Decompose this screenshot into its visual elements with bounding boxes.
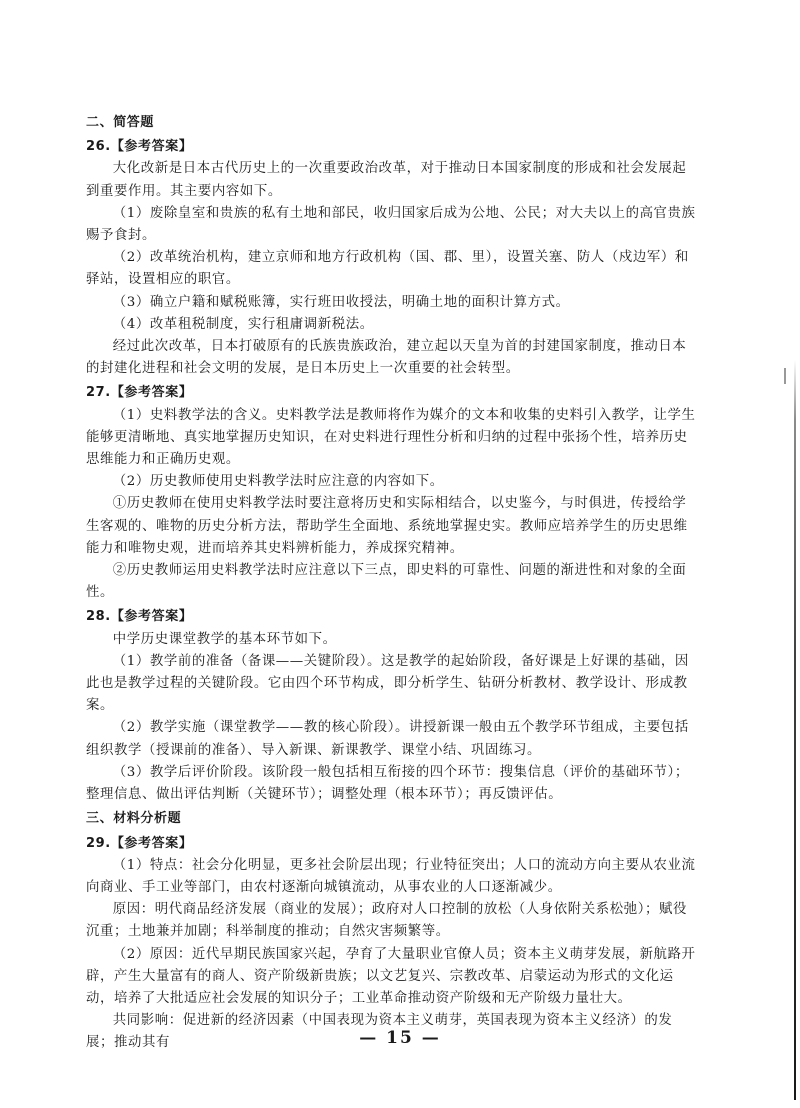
q26-answer-label: 26.【参考答案】 xyxy=(86,139,193,155)
q26-item-1: （1）废除皇室和贵族的私有土地和部民，收归国家后成为公地、公民；对大夫以上的高官贵族赐予食封。 xyxy=(86,205,696,244)
q29-paragraph-4: 共同影响：促进新的经济因素（中国表现为资本主义萌芽，英国表现为资本主义经济）的发展；推动其有 xyxy=(86,1013,673,1051)
q27-answer-label: 27.【参考答案】 xyxy=(86,385,193,401)
q28-answer-label: 28.【参考答案】 xyxy=(86,609,193,625)
section-heading-material-analysis: 三、材料分析题 xyxy=(86,811,182,827)
q27-paragraph-2: （2）历史教师使用史料教学法时应注意的内容如下。 xyxy=(112,474,444,490)
page-number: — 15 — xyxy=(359,1028,441,1048)
q28-paragraph-2: （2）教学实施（课堂教学——教的核心阶段）。讲授新课一般由五个教学环节组成，主要包括组织教学（授课前的准备）、导入新课、新课教学、课堂小结、巩固练习。 xyxy=(86,720,689,758)
q27-paragraph-3: ①历史教师在使用史料教学法时要注意将历史和实际相结合，以史鉴今，与时俱进，传授给学生客观的、唯物的历史分析方法，帮助学生全面地、系统地掌握史实。教师应培养学生的历史思维能力和唯物史观，进而培养其史料辨析能力，养成探究精神。 xyxy=(86,496,688,556)
q29-paragraph-2: 原因：明代商品经济发展（商业的发展）；政府对人口控制的放松（人身依附关系松弛）；赋役沉重；土地兼并加剧；科举制度的推动；自然灾害频繁等。 xyxy=(86,902,687,940)
q29-answer-label: 29.【参考答案】 xyxy=(86,835,193,851)
q26-intro: 大化改新是日本古代历史上的一次重要政治改革，对于推动日本国家制度的形成和社会发展起到重要作用。其主要内容如下。 xyxy=(86,161,687,199)
q28-paragraph-3: （3）教学后评价阶段。该阶段一般包括相互衔接的四个环节：搜集信息（评价的基础环节）；整理信息、做出评估判断（关键环节）；调整处理（根本环节）；再反馈评估。 xyxy=(86,764,689,803)
q26-item-4: （4）改革租税制度，实行租庸调新税法。 xyxy=(112,316,374,332)
section-heading-short-answer: 二、简答题 xyxy=(86,115,155,130)
scan-mark xyxy=(784,368,786,384)
q27-paragraph-4: ②历史教师运用史料教学法时应注意以下三点，即史料的可靠性、问题的渐进性和对象的全面性。 xyxy=(86,563,687,601)
q28-paragraph-1: （1）教学前的准备（备课——关键阶段）。这是教学的起始阶段，备好课是上好课的基础，因此也是教学过程的关键阶段。它由四个环节构成，即分析学生、钻研分析教材、教学设计、形成教案。 xyxy=(86,653,689,714)
q28-intro: 中学历史课堂教学的基本环节如下。 xyxy=(112,631,337,647)
q29-paragraph-1: （1）特点：社会分化明显，更多社会阶层出现；行业特征突出；人口的流动方向主要从农业流向商业、手工业等部门，由农村逐渐向城镇流动，从事农业的人口逐渐减少。 xyxy=(86,857,696,895)
q29-paragraph-3: （2）原因：近代早期民族国家兴起，孕育了大量职业官僚人员；资本主义萌芽发展，新航路开辟，产生大量富有的商人、资产阶级新贵族；以文艺复兴、宗教改革、启蒙运动为形式的文化运动，培养了大批适应社会发展的知识分子；工业革命推动资产阶级和无产阶级力量壮大。 xyxy=(86,946,696,1006)
answer-content xyxy=(86,112,700,1055)
q26-item-3: （3）确立户籍和赋税账簿，实行班田收授法，明确土地的面积计算方式。 xyxy=(112,294,570,310)
q26-conclusion: 经过此次改革，日本打破原有的氏族贵族政治，建立起以天皇为首的封建国家制度，推动日本的封建化进程和社会文明的发展，是日本历史上一次重要的社会转型。 xyxy=(86,339,687,377)
scan-edge-line xyxy=(794,360,796,1100)
q27-paragraph-1: （1）史料教学法的含义。史料教学法是教师将作为媒介的文本和收集的史料引入教学，让学生能够更清晰地、真实地掌握历史知识，在对史料进行理性分析和归纳的过程中张扬个性，培养历史思维能力和正确历史观。 xyxy=(86,407,696,468)
q26-item-2: （2）改革统治机构，建立京师和地方行政机构（国、郡、里），设置关塞、防人（戍边军）和驿站，设置相应的职官。 xyxy=(86,250,689,288)
